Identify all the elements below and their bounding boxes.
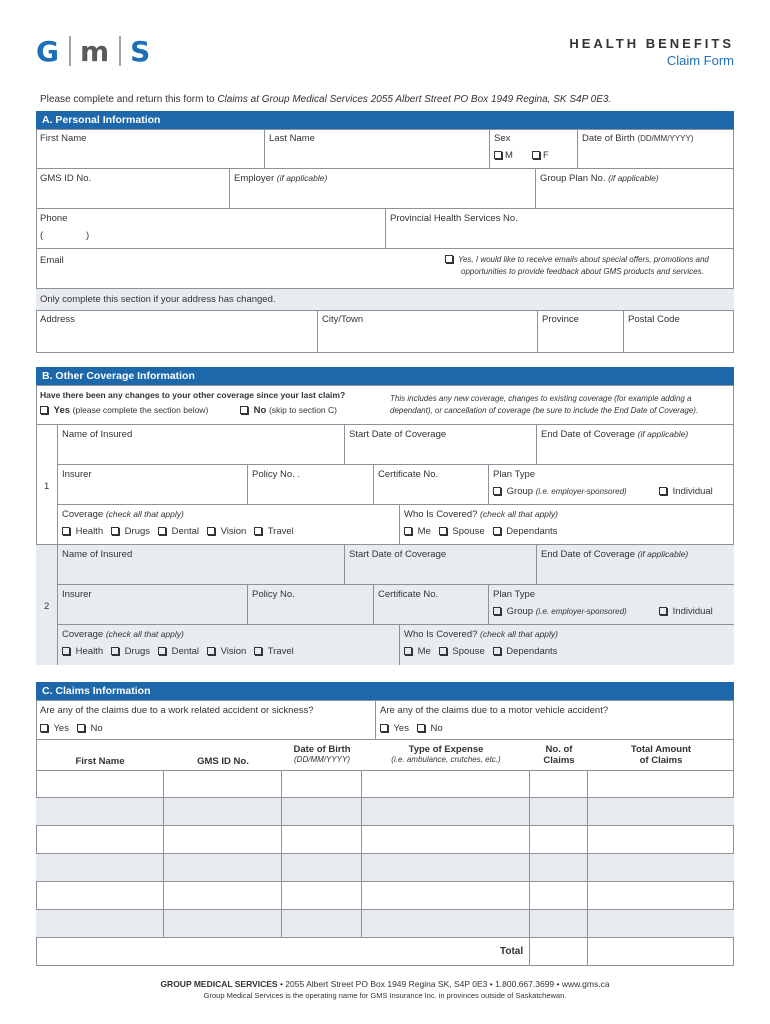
plan-group-checkbox-1[interactable] bbox=[493, 487, 501, 495]
claims-cell[interactable] bbox=[282, 826, 362, 854]
dependants-checkbox-2[interactable] bbox=[493, 647, 501, 655]
first-name-field[interactable]: First Name bbox=[36, 129, 265, 169]
claims-cell[interactable] bbox=[282, 798, 362, 826]
coverage-types-2: Coverage (check all that apply) Health Drugs Dental Vision Travel bbox=[58, 625, 400, 665]
postal-code-field[interactable]: Postal Code bbox=[628, 314, 680, 325]
spouse-checkbox-2[interactable] bbox=[439, 647, 447, 655]
claims-cell[interactable] bbox=[588, 826, 734, 854]
claims-cell[interactable] bbox=[362, 854, 530, 882]
plan-type-1: Plan Type Group (i.e. employer-sponsored) Individual bbox=[489, 465, 734, 505]
sex-field: Sex M F bbox=[490, 129, 578, 169]
col-gms-id: GMS ID No. bbox=[197, 756, 249, 767]
dob-field[interactable]: Date of Birth (DD/MM/YYYY) bbox=[578, 129, 734, 169]
dental-checkbox-2[interactable] bbox=[158, 647, 166, 655]
claims-cell[interactable] bbox=[282, 854, 362, 882]
work-accident-question: Are any of the claims due to a work related accident or sickness? Yes No bbox=[36, 700, 376, 740]
work-yes-checkbox[interactable] bbox=[40, 724, 48, 732]
motor-accident-question: Are any of the claims due to a motor vehicle accident? Yes No bbox=[376, 700, 734, 740]
section-b-header: B. Other Coverage Information bbox=[36, 367, 734, 385]
sex-f-checkbox[interactable] bbox=[532, 151, 540, 159]
claims-cell[interactable] bbox=[362, 882, 530, 910]
footer-note: Group Medical Services is the operating name for GMS Insurance Inc. in provinces outside of Saskatchewan. bbox=[203, 991, 567, 1000]
claims-cell[interactable] bbox=[164, 854, 282, 882]
sex-m-checkbox[interactable] bbox=[494, 151, 502, 159]
last-name-field[interactable]: Last Name bbox=[265, 129, 490, 169]
claims-cell[interactable] bbox=[588, 910, 734, 938]
insurer-2[interactable]: Insurer bbox=[58, 585, 248, 625]
phone-field[interactable]: Phone ( ) bbox=[36, 209, 386, 249]
policy-no-2[interactable]: Policy No. bbox=[248, 585, 374, 625]
end-date-2[interactable]: End Date of Coverage (if applicable) bbox=[537, 545, 734, 585]
group-plan-field[interactable]: Group Plan No. (if applicable) bbox=[536, 169, 734, 209]
claims-cell[interactable] bbox=[164, 910, 282, 938]
total-label: Total bbox=[500, 946, 524, 957]
coverage-row-2-index: 2 bbox=[36, 545, 58, 665]
claims-cell[interactable] bbox=[36, 882, 164, 910]
claims-cell[interactable] bbox=[36, 910, 164, 938]
drugs-checkbox-1[interactable] bbox=[111, 527, 119, 535]
claims-cell[interactable] bbox=[588, 882, 734, 910]
claims-cell[interactable] bbox=[588, 854, 734, 882]
claims-cell[interactable] bbox=[164, 882, 282, 910]
gms-id-field[interactable]: GMS ID No. bbox=[36, 169, 230, 209]
phs-field[interactable]: Provincial Health Services No. bbox=[386, 209, 734, 249]
section-c-header: C. Claims Information bbox=[36, 682, 734, 700]
col-first-name: First Name bbox=[75, 756, 125, 767]
spouse-checkbox-1[interactable] bbox=[439, 527, 447, 535]
work-no-checkbox[interactable] bbox=[77, 724, 85, 732]
total-num-claims[interactable] bbox=[530, 938, 588, 966]
claims-cell[interactable] bbox=[164, 826, 282, 854]
motor-no-checkbox[interactable] bbox=[417, 724, 425, 732]
section-a-header: A. Personal Information bbox=[36, 111, 734, 129]
claims-cell[interactable] bbox=[282, 910, 362, 938]
vision-checkbox-1[interactable] bbox=[207, 527, 215, 535]
certificate-no-2[interactable]: Certificate No. bbox=[374, 585, 489, 625]
vision-checkbox-2[interactable] bbox=[207, 647, 215, 655]
dependants-checkbox-1[interactable] bbox=[493, 527, 501, 535]
claims-cell[interactable] bbox=[164, 770, 282, 798]
insurer-1[interactable]: Insurer bbox=[58, 465, 248, 505]
footer-address: GROUP MEDICAL SERVICES • 2055 Albert Street PO Box 1949 Regina SK, S4P 0E3 • 1.800.667.3699 • www.gms.ca bbox=[160, 979, 610, 989]
claims-cell[interactable] bbox=[282, 770, 362, 798]
health-checkbox-2[interactable] bbox=[62, 647, 70, 655]
coverage-types-1: Coverage (check all that apply) Health Drugs Dental Vision Travel bbox=[58, 505, 400, 545]
claims-cell[interactable] bbox=[588, 798, 734, 826]
claims-cell[interactable] bbox=[530, 910, 588, 938]
claims-cell[interactable] bbox=[362, 910, 530, 938]
health-checkbox-1[interactable] bbox=[62, 527, 70, 535]
claims-cell[interactable] bbox=[530, 798, 588, 826]
total-row-spacer bbox=[36, 938, 530, 966]
gms-logo: G m S bbox=[36, 34, 152, 68]
claims-cell[interactable] bbox=[362, 826, 530, 854]
claims-cell[interactable] bbox=[36, 798, 164, 826]
coverage-question: Have there been any changes to your other coverage since your last claim? Yes (please complete the section below) No (skip to section C) This includes any new coverage, changes to existing coverage (for example adding a dependant), or cancellation of coverage (be sure to include the End Date of Coverage). bbox=[36, 385, 734, 425]
claims-cell[interactable] bbox=[362, 798, 530, 826]
who-covered-2: Who Is Covered? (check all that apply) Me Spouse Dependants bbox=[400, 625, 734, 665]
total-amount[interactable] bbox=[588, 938, 734, 966]
address-field[interactable]: Address bbox=[36, 311, 318, 353]
claims-cell[interactable] bbox=[530, 826, 588, 854]
plan-individual-checkbox-1[interactable] bbox=[659, 487, 667, 495]
claims-cell[interactable] bbox=[36, 854, 164, 882]
start-date-1[interactable]: Start Date of Coverage bbox=[345, 425, 537, 465]
coverage-yes-checkbox[interactable] bbox=[40, 406, 48, 414]
me-checkbox-1[interactable] bbox=[404, 527, 412, 535]
claims-cell[interactable] bbox=[164, 798, 282, 826]
plan-type-2: Plan Type Group (i.e. employer-sponsored) Individual bbox=[489, 585, 734, 625]
who-covered-1: Who Is Covered? (check all that apply) Me Spouse Dependants bbox=[400, 505, 734, 545]
claims-cell[interactable] bbox=[362, 770, 530, 798]
motor-yes-checkbox[interactable] bbox=[380, 724, 388, 732]
plan-individual-checkbox-2[interactable] bbox=[659, 607, 667, 615]
travel-checkbox-1[interactable] bbox=[254, 527, 262, 535]
plan-group-checkbox-2[interactable] bbox=[493, 607, 501, 615]
claims-cell[interactable] bbox=[588, 770, 734, 798]
name-of-insured-2[interactable]: Name of Insured bbox=[58, 545, 345, 585]
col-num-claims: No. of Claims bbox=[543, 744, 575, 766]
dental-checkbox-1[interactable] bbox=[158, 527, 166, 535]
end-date-1[interactable]: End Date of Coverage (if applicable) bbox=[537, 425, 734, 465]
start-date-2[interactable]: Start Date of Coverage bbox=[345, 545, 537, 585]
policy-no-1[interactable]: Policy No. . bbox=[248, 465, 374, 505]
claims-cell[interactable] bbox=[36, 826, 164, 854]
claims-cell[interactable] bbox=[530, 882, 588, 910]
claims-cell[interactable] bbox=[530, 770, 588, 798]
employer-field[interactable]: Employer (if applicable) bbox=[230, 169, 536, 209]
coverage-row-1-index: 1 bbox=[36, 425, 58, 545]
intro-text: Please complete and return this form to Claims at Group Medical Services 2055 Albert Street PO Box 1949 Regina, SK S4P 0E3. bbox=[40, 94, 612, 105]
me-checkbox-2[interactable] bbox=[404, 647, 412, 655]
address-note: Only complete this section if your address has changed. bbox=[36, 289, 734, 311]
name-of-insured-1[interactable]: Name of Insured bbox=[58, 425, 345, 465]
claims-cell[interactable] bbox=[530, 854, 588, 882]
coverage-no-checkbox[interactable] bbox=[240, 406, 248, 414]
col-expense: Type of Expense (i.e. ambulance, crutches, etc.) bbox=[391, 744, 501, 764]
email-field[interactable]: Email Yes, I would like to receive emails about special offers, promotions and opportunities to provide feedback about GMS products and services. bbox=[36, 249, 734, 289]
certificate-no-1[interactable]: Certificate No. bbox=[374, 465, 489, 505]
email-optin-checkbox[interactable] bbox=[445, 255, 453, 263]
province-field[interactable]: Province bbox=[538, 311, 624, 353]
claims-cell[interactable] bbox=[282, 882, 362, 910]
col-dob: Date of Birth (DD/MM/YYYY) bbox=[293, 744, 351, 764]
city-field[interactable]: City/Town bbox=[318, 311, 538, 353]
form-title: HEALTH BENEFITS bbox=[569, 36, 734, 51]
claims-cell[interactable] bbox=[36, 770, 164, 798]
col-total-amount: Total Amount of Claims bbox=[630, 744, 692, 766]
travel-checkbox-2[interactable] bbox=[254, 647, 262, 655]
form-subtitle: Claim Form bbox=[666, 53, 734, 68]
drugs-checkbox-2[interactable] bbox=[111, 647, 119, 655]
